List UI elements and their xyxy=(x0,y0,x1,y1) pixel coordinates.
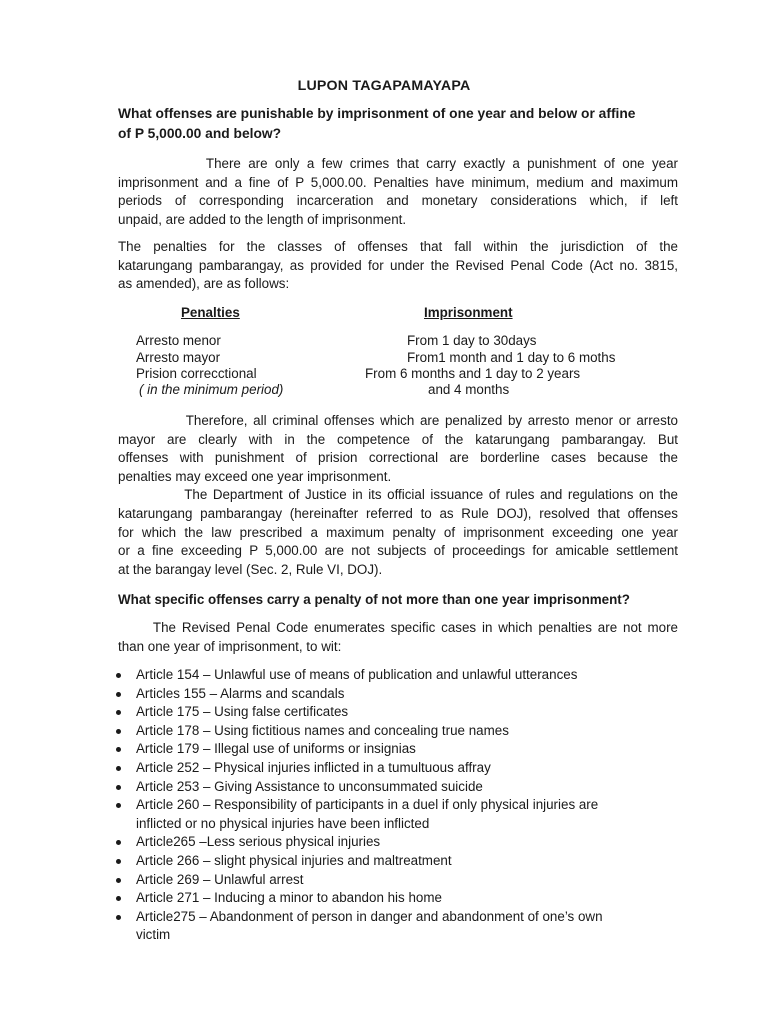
list-item xyxy=(0,722,676,741)
article-text-continued: inflicted or no physical injuries have been inflicted xyxy=(136,815,430,831)
article-text: Article 253 – Giving Assistance to unconsummated suicide xyxy=(136,778,483,794)
bullet-icon xyxy=(116,896,121,901)
article-text: Article 179 – Illegal use of uniforms or insignias xyxy=(136,741,416,757)
list-item xyxy=(0,833,676,852)
paragraph-line: or a fine exceeding P 5,000.00 are not subjects of proceedings for amicable settlement xyxy=(118,543,678,559)
paragraph-line: periods of corresponding incarceration and monetary considerations which, if left xyxy=(118,193,678,209)
article-text: Article265 –Less serious physical injuries xyxy=(136,834,381,850)
penalty-imprisonment: and 4 months xyxy=(428,382,510,397)
list-item xyxy=(0,778,676,797)
paragraph-line: unpaid, are added to the length of imprisonment. xyxy=(118,211,407,227)
penalties-header: Penalties xyxy=(181,305,240,320)
penalty-imprisonment: From 6 months and 1 day to 2 years xyxy=(365,366,581,381)
paragraph-line: There are only a few crimes that carry exactly a punishment of one year xyxy=(118,156,678,171)
paragraph-line: Therefore, all criminal offenses which are penalized by arresto menor or arresto xyxy=(118,413,678,428)
paragraph-3 xyxy=(118,412,678,579)
paragraph-line: imprisonment and a fine of P 5,000.00. Penalties have minimum, medium and maximum xyxy=(118,174,678,190)
paragraph-4 xyxy=(118,619,678,656)
bullet-icon xyxy=(116,915,121,920)
paragraph-line: as amended), are as follows: xyxy=(118,276,290,292)
paragraph-line: penalties may exceed one year imprisonment. xyxy=(118,468,392,484)
penalty-name: Prision correcctional xyxy=(136,366,257,381)
penalty-imprisonment: From1 month and 1 day to 6 moths xyxy=(407,350,616,365)
bullet-icon xyxy=(116,785,121,790)
bullet-icon xyxy=(116,859,121,864)
imprisonment-header: Imprisonment xyxy=(424,305,513,320)
paragraph-2 xyxy=(118,238,678,294)
paragraph-line: The penalties for the classes of offenses that fall within the jurisdiction of the xyxy=(118,239,678,254)
article-text: Article 178 – Using fictitious names and concealing true names xyxy=(136,722,509,738)
paragraph-line: offenses with punishment of prision correctional are borderline cases because the xyxy=(118,450,678,466)
bullet-icon xyxy=(116,692,121,697)
bullet-icon xyxy=(116,803,121,808)
article-text-continued: victim xyxy=(136,927,171,943)
bullet-icon xyxy=(116,840,121,845)
articles-list xyxy=(0,666,768,945)
penalty-name: ( in the minimum period) xyxy=(139,382,284,397)
article-text: Article 154 – Unlawful use of means of publication and unlawful utterances xyxy=(136,667,578,682)
article-text: Article 269 – Unlawful arrest xyxy=(136,871,304,887)
document-title: LUPON TAGAPAMAYAPA xyxy=(297,78,471,94)
paragraph-line: mayor are clearly with in the competence of the katarungang pambarangay. But xyxy=(118,431,678,447)
question-1 xyxy=(118,104,678,144)
list-item xyxy=(0,889,676,908)
article-text: Article 260 – Responsibility of participants in a duel if only physical injuries are xyxy=(136,797,599,813)
list-item xyxy=(0,852,676,871)
paragraph-line: The Department of Justice in its official issuance of rules and regulations on the xyxy=(118,487,678,503)
list-item xyxy=(0,685,676,704)
penalty-name: Arresto mayor xyxy=(136,350,221,365)
bullet-icon xyxy=(116,729,121,734)
bullet-icon xyxy=(116,710,121,715)
paragraph-line: than one year of imprisonment, to wit: xyxy=(118,638,342,654)
paragraph-1 xyxy=(118,155,678,229)
list-item xyxy=(0,740,676,759)
paragraph-line: katarungang pambarangay (hereinafter referred to as Rule DOJ), resolved that offenses xyxy=(118,505,678,521)
paragraph-line: katarungang pambarangay, as provided for under the Revised Penal Code (Act no. 3815, xyxy=(118,257,678,273)
article-text: Articles 155 – Alarms and scandals xyxy=(136,685,345,701)
list-item xyxy=(0,796,676,833)
list-item xyxy=(0,908,676,945)
paragraph-line: for which the law prescribed a maximum penalty of imprisonment exceeding one year xyxy=(118,524,678,540)
article-text: Article275 – Abandonment of person in danger and abandonment of one’s own xyxy=(136,908,603,924)
list-item xyxy=(0,666,676,685)
article-text: Article 271 – Inducing a minor to abandon his home xyxy=(136,890,442,906)
question-2: What specific offenses carry a penalty of not more than one year imprisonment? xyxy=(118,592,630,607)
article-text: Article 252 – Physical injuries inflicted in a tumultuous affray xyxy=(136,759,491,775)
paragraph-line: at the barangay level (Sec. 2, Rule VI, DOJ). xyxy=(118,561,383,577)
bullet-icon xyxy=(116,878,121,883)
list-item xyxy=(0,759,676,778)
question-1-line: What offenses are punishable by imprisonment of one year and below or affine xyxy=(118,106,636,121)
bullet-icon xyxy=(116,747,121,752)
penalty-name: Arresto menor xyxy=(136,333,221,348)
article-text: Article 266 – slight physical injuries and maltreatment xyxy=(136,852,452,868)
bullet-icon xyxy=(116,766,121,771)
list-item xyxy=(0,871,676,890)
paragraph-line: The Revised Penal Code enumerates specific cases in which penalties are not more xyxy=(118,620,678,635)
bullet-icon xyxy=(116,673,121,678)
article-text: Article 175 – Using false certificates xyxy=(136,704,349,720)
question-1-line: of P 5,000.00 and below? xyxy=(118,126,282,141)
list-item xyxy=(0,703,676,722)
penalty-imprisonment: From 1 day to 30days xyxy=(407,333,537,348)
